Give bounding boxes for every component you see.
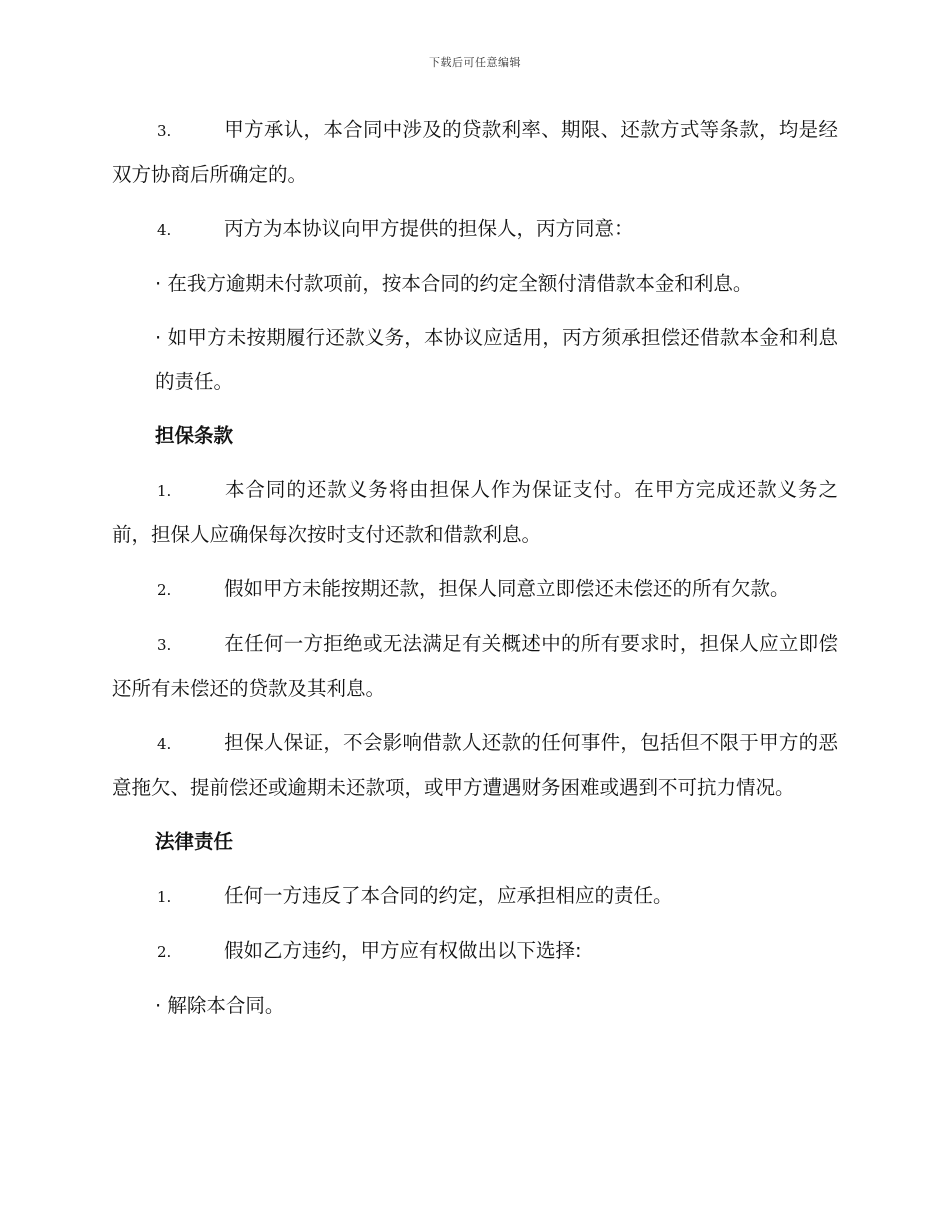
bullet-item: · 在我方逾期未付款项前，按本合同的约定全额付清借款本金和利息。 xyxy=(155,272,753,295)
clause-text: 担保人保证，不会影响借款人还款的任何事件，包括但不限于甲方的恶意拖欠、提前偿还或逾期未还款项，或甲方遭遇财务困难或遇到不可抗力情况。 xyxy=(112,731,838,799)
clause-2 xyxy=(112,929,838,974)
clause-1 xyxy=(112,874,838,919)
clause-text: 丙方为本协议向甲方提供的担保人，丙方同意： xyxy=(224,217,634,240)
clause-text: 假如乙方违约，甲方应有权做出以下选择: xyxy=(224,939,582,962)
clause-text: 甲方承认，本合同中涉及的贷款利率、期限、还款方式等条款，均是经双方协商后所确定的。 xyxy=(112,118,838,186)
clause-number: 4. xyxy=(157,221,172,239)
clause-number: 2. xyxy=(157,943,172,961)
clause-4 xyxy=(112,207,838,252)
clause-number: 3. xyxy=(157,636,172,654)
clause-1 xyxy=(112,468,838,557)
section-heading-guarantee: 担保条款 xyxy=(155,424,234,447)
bullet-item: · 解除本合同。 xyxy=(155,994,285,1017)
clause-text: 假如甲方未能按期还款，担保人同意立即偿还未偿还的所有欠款。 xyxy=(224,577,790,600)
clause-number: 1. xyxy=(157,482,172,500)
page-header: 下载后可任意编辑 xyxy=(429,56,521,69)
clause-number: 3. xyxy=(157,122,172,140)
clause-3 xyxy=(112,108,838,197)
clause-4 xyxy=(112,721,838,810)
clause-number: 4. xyxy=(157,735,172,753)
clause-text: 本合同的还款义务将由担保人作为保证支付。在甲方完成还款义务之前，担保人应确保每次按时支付还款和借款利息。 xyxy=(112,478,838,546)
section-heading-liability: 法律责任 xyxy=(155,830,234,853)
clause-2 xyxy=(112,567,838,612)
clause-number: 2. xyxy=(157,581,172,599)
clause-text: 在任何一方拒绝或无法满足有关概述中的所有要求时，担保人应立即偿还所有未偿还的贷款及其利息。 xyxy=(112,632,838,700)
clause-text: 任何一方违反了本合同的约定，应承担相应的责任。 xyxy=(224,884,673,907)
clause-number: 1. xyxy=(157,888,172,906)
clause-3 xyxy=(112,622,838,711)
bullet-item: · 如甲方未按期履行还款义务，本协议应适用，丙方须承担偿还借款本金和利息的责任。 xyxy=(155,326,838,393)
document-body xyxy=(112,108,838,1038)
